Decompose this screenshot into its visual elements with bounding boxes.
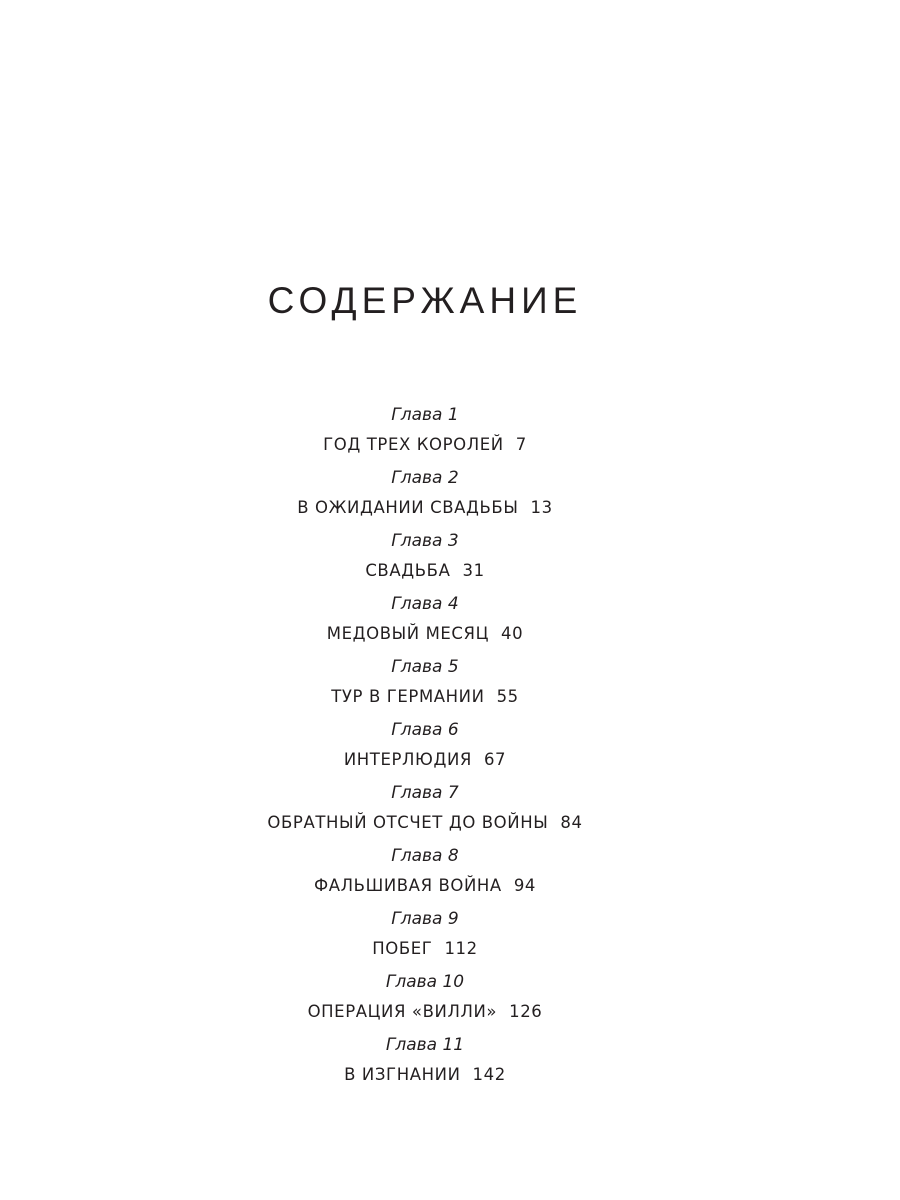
chapter-label: Глава 2 — [391, 468, 459, 488]
chapter-line[interactable] — [0, 682, 850, 712]
table-of-contents — [0, 400, 850, 1093]
toc-entry — [0, 589, 850, 652]
chapter-page-number: 31 — [462, 561, 485, 580]
chapter-name: ГОД ТРЕХ КОРОЛЕЙ — [323, 435, 504, 454]
toc-entry — [0, 463, 850, 526]
chapter-line[interactable] — [0, 745, 850, 775]
chapter-name: ОБРАТНЫЙ ОТСЧЕТ ДО ВОЙНЫ — [267, 813, 549, 832]
toc-entry — [0, 1030, 850, 1093]
toc-entry — [0, 652, 850, 715]
chapter-name: МЕДОВЫЙ МЕСЯЦ — [326, 624, 490, 643]
toc-entry — [0, 400, 850, 463]
chapter-line[interactable] — [0, 1060, 850, 1090]
chapter-name: ФАЛЬШИВАЯ ВОЙНА — [313, 876, 502, 895]
chapter-label: Глава 1 — [391, 405, 459, 425]
toc-entry — [0, 967, 850, 1030]
page-title: СОДЕРЖАНИЕ — [267, 280, 583, 321]
chapter-name: ОПЕРАЦИЯ «ВИЛЛИ» — [307, 1002, 498, 1021]
toc-entry — [0, 526, 850, 589]
chapter-label: Глава 4 — [391, 594, 459, 614]
chapter-label: Глава 8 — [391, 846, 459, 866]
chapter-label: Глава 5 — [391, 657, 459, 677]
chapter-name: ПОБЕГ — [372, 939, 433, 958]
chapter-page-number: 126 — [509, 1002, 543, 1021]
chapter-label: Глава 7 — [391, 783, 459, 803]
chapter-page-number: 67 — [483, 750, 507, 769]
chapter-name: В ИЗГНАНИИ — [344, 1065, 461, 1084]
chapter-line[interactable] — [0, 808, 850, 838]
chapter-name: ТУР В ГЕРМАНИИ — [331, 687, 485, 706]
toc-entry — [0, 841, 850, 904]
chapter-label: Глава 11 — [385, 1035, 465, 1055]
chapter-label: Глава 3 — [391, 531, 459, 551]
chapter-line[interactable] — [0, 619, 850, 649]
chapter-label: Глава 10 — [385, 972, 465, 992]
chapter-line[interactable] — [0, 556, 850, 586]
chapter-page-number: 7 — [515, 435, 527, 454]
chapter-page-number: 94 — [513, 876, 537, 895]
toc-entry — [0, 904, 850, 967]
chapter-line[interactable] — [0, 871, 850, 901]
toc-entry — [0, 715, 850, 778]
chapter-page-number: 84 — [560, 813, 583, 832]
chapter-page-number: 112 — [444, 939, 478, 958]
chapter-page-number: 55 — [496, 687, 519, 706]
chapter-name: ИНТЕРЛЮДИЯ — [343, 750, 472, 769]
chapter-name: СВАДЬБА — [365, 561, 451, 580]
chapter-label: Глава 9 — [391, 909, 459, 929]
chapter-page-number: 142 — [472, 1065, 506, 1084]
chapter-line[interactable] — [0, 934, 850, 964]
chapter-line[interactable] — [0, 430, 850, 460]
toc-entry — [0, 778, 850, 841]
chapter-page-number: 13 — [530, 498, 553, 517]
chapter-page-number: 40 — [501, 624, 524, 643]
chapter-label: Глава 6 — [391, 720, 459, 740]
chapter-line[interactable] — [0, 493, 850, 523]
chapter-name: В ОЖИДАНИИ СВАДЬБЫ — [297, 498, 519, 517]
chapter-line[interactable] — [0, 997, 850, 1027]
